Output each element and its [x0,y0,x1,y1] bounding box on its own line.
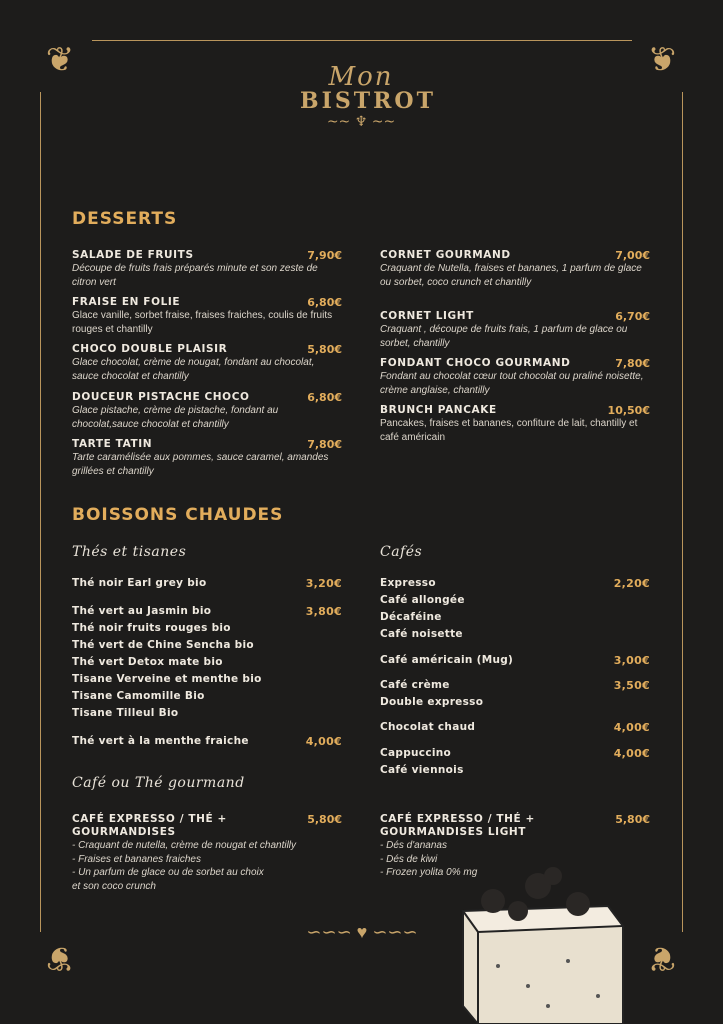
gourmand-name: CAFÉ EXPRESSO / THÉ + GOURMANDISES [72,813,227,838]
dessert-item [72,249,342,289]
dessert-name: FRAISE EN FOLIE [72,296,181,308]
coffee-name: Décaféine [380,611,442,623]
gourmand-line: - Craquant de nutella, crème de nougat et chantilly [72,840,297,851]
dessert-price: 7,00€ [615,249,650,262]
dessert-item [72,343,342,383]
dessert-price: 7,80€ [615,357,650,370]
tea-item [72,622,342,634]
cake-illustration-icon [458,866,628,1024]
corner-ornament-icon: ❦ [45,41,75,79]
coffee-item [380,721,650,733]
bottom-ornament-icon: ∽∽∽ ♥ ∽∽∽ [306,922,418,942]
tea-item [72,735,342,747]
gourmand-title: Café ou Thé gourmand [72,775,245,791]
desserts-title: DESSERTS [72,209,178,229]
dessert-name: CHOCO DOUBLE PLAISIR [72,343,228,355]
coffee-price: 3,50€ [613,679,650,692]
gourmand-line: et son coco crunch [72,880,156,892]
dessert-description: Tarte caramélisée aux pommes, sauce caramel, amandes grillées et chantilly [72,452,329,477]
coffee-name: Café crème [380,679,450,691]
coffee-name: Café allongée [380,594,465,606]
gourmand-price: 5,80€ [615,813,650,826]
coffee-name: Café viennois [380,764,464,776]
coffee-price: 2,20€ [613,577,650,590]
tea-item [72,605,342,617]
dessert-description: Craquant , découpe de fruits frais, 1 parfum de glace ou sorbet, chantilly [380,324,628,349]
gourmand-item [72,813,342,893]
tea-name: Thé vert à la menthe fraiche [72,735,249,747]
tea-item [72,690,342,702]
tea-item [72,656,342,668]
dessert-price: 7,90€ [307,249,342,262]
dessert-description: Craquant de Nutella, fraises et bananes, 1 parfum de glace ou sorbet, coco crunch et chantilly [380,263,642,288]
tea-item [72,639,342,651]
coffee-item [380,764,650,776]
teas-title: Thés et tisanes [72,544,187,560]
coffee-name: Café américain (Mug) [380,654,514,666]
dessert-name: DOUCEUR PISTACHE CHOCO [72,391,250,403]
coffee-item [380,679,650,691]
dessert-price: 7,80€ [307,438,342,451]
tea-item [72,707,342,719]
coffee-item [380,628,650,640]
dessert-name: TARTE TATIN [72,438,153,450]
tea-name: Thé vert Detox mate bio [72,656,223,668]
coffees-title: Cafés [380,544,423,560]
dessert-price: 10,50€ [607,404,650,417]
hot-drinks-title: BOISSONS CHAUDES [72,505,284,525]
gourmand-name: CAFÉ EXPRESSO / THÉ + GOURMANDISES LIGHT [380,813,535,838]
gourmand-line: - Dés d'ananas [380,840,447,851]
tea-name: Thé vert de Chine Sencha bio [72,639,254,651]
tea-name: Thé noir fruits rouges bio [72,622,231,634]
dessert-price: 6,80€ [307,296,342,309]
coffee-item [380,696,650,708]
tea-price: 3,20€ [305,577,342,590]
gourmand-line: - Dés de kiwi [380,853,438,865]
gourmand-line: - Un parfum de glace ou de sorbet au choix [72,867,264,878]
tea-name: Tisane Verveine et menthe bio [72,673,262,685]
logo-line2: BISTROT [300,88,436,114]
dessert-description: Glace chocolat, crème de nougat, fondant au chocolat, sauce chocolat et chantilly [72,357,315,382]
dessert-item [380,310,650,350]
dessert-description: Découpe de fruits frais préparés minute et son zeste de citron vert [72,263,318,288]
border-top [92,40,632,41]
logo-line1: Mon [328,62,394,92]
tea-price: 4,00€ [305,735,342,748]
coffee-name: Expresso [380,577,436,589]
tea-name: Tisane Camomille Bio [72,690,205,702]
coffee-price: 3,00€ [613,654,650,667]
dessert-name: CORNET GOURMAND [380,249,511,261]
tea-item [72,577,342,589]
coffee-price: 4,00€ [613,721,650,734]
corner-ornament-icon: ❦ [45,939,75,977]
corner-ornament-icon: ❦ [647,939,677,977]
dessert-description: Glace vanille, sorbet fraise, fraises fraiches, coulis de fruits rouges et chantilly [72,310,333,335]
gourmand-price: 5,80€ [307,813,342,826]
coffee-name: Double expresso [380,696,484,708]
gourmand-line: - Frozen yolita 0% mg [380,867,478,878]
coffee-item [380,594,650,606]
tea-name: Tisane Tilleul Bio [72,707,179,719]
coffee-name: Café noisette [380,628,463,640]
dessert-item [380,404,650,444]
dessert-description: Fondant au chocolat cœur tout chocolat ou praliné noisette, crème anglaise, chantilly [380,371,644,396]
logo-ornament-icon: ~~ ♆ ~~ [326,114,396,130]
coffee-item [380,611,650,623]
border-right [682,92,683,932]
dessert-name: SALADE DE FRUITS [72,249,194,261]
dessert-item [380,357,650,397]
tea-name: Thé vert au Jasmin bio [72,605,212,617]
dessert-description: Glace pistache, crème de pistache, fondant au chocolat,sauce chocolat et chantilly [72,405,279,430]
dessert-description: Pancakes, fraises et bananes, confiture de lait, chantilly et café américain [380,418,638,443]
coffee-name: Chocolat chaud [380,721,476,733]
dessert-price: 6,70€ [615,310,650,323]
border-left [40,92,41,932]
dessert-item [72,438,342,478]
dessert-price: 5,80€ [307,343,342,356]
coffee-name: Cappuccino [380,747,452,759]
dessert-name: FONDANT CHOCO GOURMAND [380,357,571,369]
gourmand-line: - Fraises et bananes fraiches [72,853,201,865]
tea-item [72,673,342,685]
coffee-price: 4,00€ [613,747,650,760]
dessert-item [72,296,342,336]
dessert-item [380,249,650,289]
coffee-item [380,747,650,759]
dessert-price: 6,80€ [307,391,342,404]
dessert-name: BRUNCH PANCAKE [380,404,497,416]
dessert-item [72,391,342,431]
logo [300,62,436,130]
coffee-item [380,654,650,666]
tea-price: 3,80€ [305,605,342,618]
tea-name: Thé noir Earl grey bio [72,577,207,589]
corner-ornament-icon: ❦ [647,41,677,79]
dessert-name: CORNET LIGHT [380,310,474,322]
coffee-item [380,577,650,589]
